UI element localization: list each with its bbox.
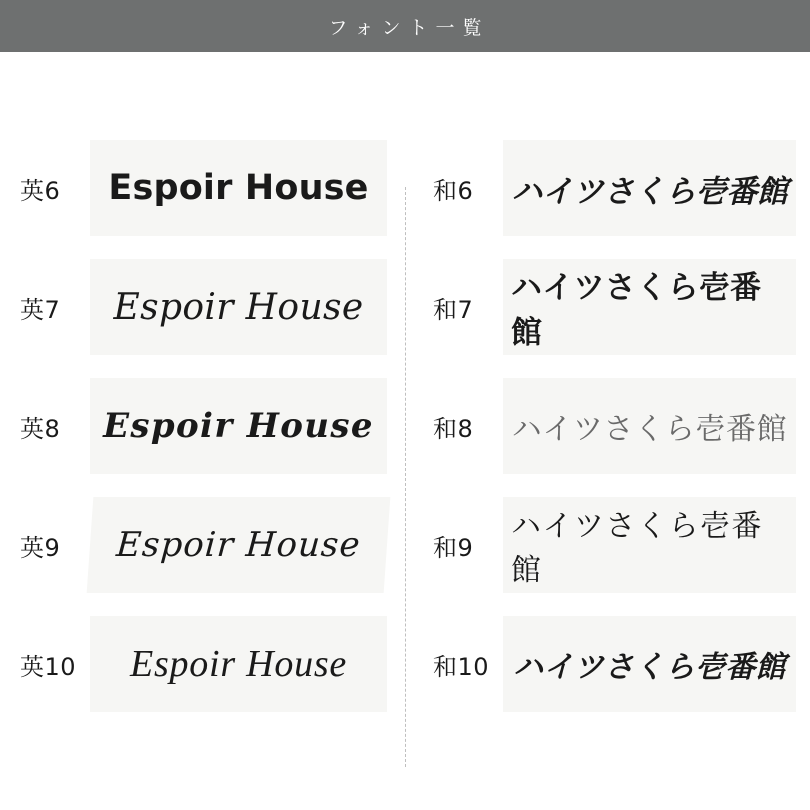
font-sample-jp7: ハイツさくら壱番館	[503, 259, 796, 355]
font-row-en8	[18, 378, 387, 474]
font-samples-area	[0, 52, 810, 712]
font-row-en6	[18, 140, 387, 236]
font-sample-jp8: ハイツさくら壱番館	[503, 378, 796, 474]
font-sample-jp9: ハイツさくら壱番館	[503, 497, 796, 593]
font-label-jp9: 和9	[433, 533, 474, 562]
page-header	[0, 0, 810, 52]
font-label-jp7: 和7	[433, 295, 474, 324]
column-divider	[405, 187, 406, 767]
page-title: フォント一覧	[328, 16, 490, 39]
font-sample-en6: Espoir House	[90, 140, 387, 236]
font-label-en9: 英9	[20, 533, 61, 562]
font-label-en6: 英6	[20, 176, 61, 205]
font-sample-en9: Espoir House	[87, 497, 391, 593]
font-row-jp7	[431, 259, 796, 355]
font-sample-en10: Espoir House	[90, 616, 387, 712]
english-font-column	[0, 140, 405, 712]
font-row-en7	[18, 259, 387, 355]
font-row-jp8	[431, 378, 796, 474]
font-label-jp6: 和6	[433, 176, 474, 205]
japanese-font-column	[405, 140, 810, 712]
font-sample-en7: Espoir House	[90, 259, 387, 355]
font-row-jp9	[431, 497, 796, 593]
font-row-jp10	[431, 616, 796, 712]
font-row-en10	[18, 616, 387, 712]
font-label-en10: 英10	[20, 652, 76, 681]
font-label-en7: 英7	[20, 295, 61, 324]
font-label-jp10: 和10	[433, 652, 489, 681]
font-label-en8: 英8	[20, 414, 61, 443]
font-sample-jp6: ハイツさくら壱番館	[503, 140, 796, 236]
font-sample-en8: Espoir House	[90, 378, 387, 474]
font-row-jp6	[431, 140, 796, 236]
font-sample-jp10: ハイツさくら壱番館	[503, 616, 796, 712]
font-row-en9	[18, 497, 387, 593]
font-label-jp8: 和8	[433, 414, 474, 443]
